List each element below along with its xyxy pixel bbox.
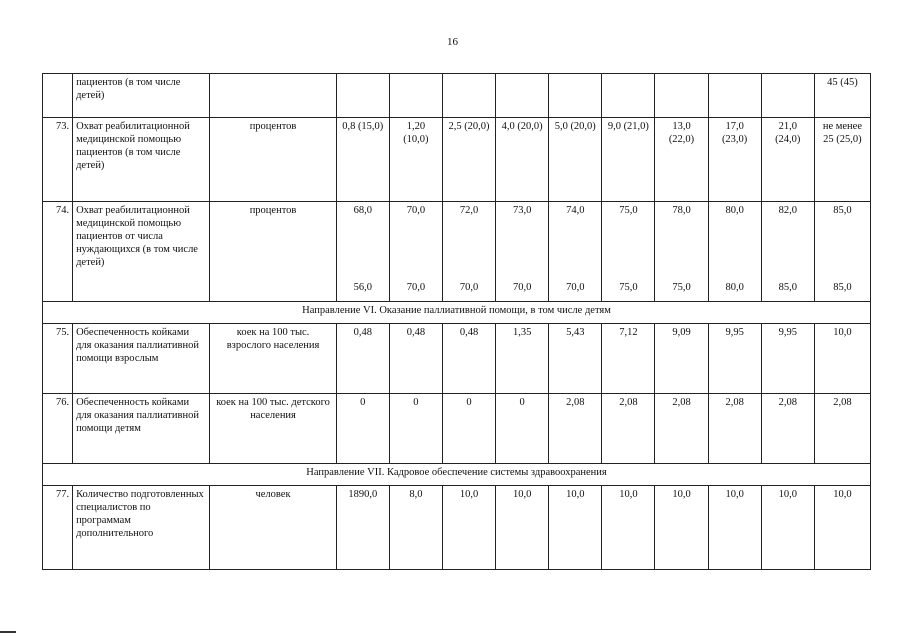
unit-of-measure: коек на 100 тыс. детского населения bbox=[210, 394, 336, 464]
value-cell: 9,09 bbox=[655, 324, 708, 394]
value-cell: 10,0 bbox=[549, 486, 602, 570]
row-number: 77. bbox=[43, 486, 73, 570]
page-number: 16 bbox=[447, 36, 458, 48]
value-cell: 1,20 (10,0) bbox=[389, 118, 442, 202]
table-row bbox=[43, 74, 871, 118]
value-actual: 70,0 bbox=[512, 282, 532, 293]
value-target: 74,0 bbox=[566, 205, 585, 216]
value-cell: 0 bbox=[389, 394, 442, 464]
value-cell: 9,95 bbox=[761, 324, 814, 394]
value-cell: не менее 25 (25,0) bbox=[814, 118, 870, 202]
value-cell: 1890,0 bbox=[336, 486, 389, 570]
value-cell: 5,0 (20,0) bbox=[549, 118, 602, 202]
table-row bbox=[43, 394, 871, 464]
value-cell bbox=[602, 74, 655, 118]
row-number: 74. bbox=[43, 202, 73, 302]
value-target: 70,0 bbox=[406, 205, 426, 216]
value-target: 73,0 bbox=[512, 205, 532, 216]
indicator-name: Охват реабилитационной медицинской помощью пациентов от числа нуждающихся (в том числе детей) bbox=[73, 202, 210, 302]
value-cell bbox=[655, 74, 708, 118]
table-row bbox=[43, 118, 871, 202]
section-title: Направление VII. Кадровое обеспечение системы здравоохранения bbox=[43, 464, 871, 486]
value-cell: 10,0 bbox=[814, 324, 870, 394]
value-cell bbox=[336, 74, 389, 118]
value-cell bbox=[389, 202, 442, 302]
value-cell bbox=[549, 74, 602, 118]
value-cell bbox=[496, 74, 549, 118]
section-header-row bbox=[43, 302, 871, 324]
value-cell: 2,08 bbox=[655, 394, 708, 464]
value-cell: 17,0 (23,0) bbox=[708, 118, 761, 202]
value-actual: 85,0 bbox=[778, 282, 797, 293]
unit-of-measure: коек на 100 тыс. взрослого населения bbox=[210, 324, 336, 394]
value-target: 78,0 bbox=[672, 205, 691, 216]
indicator-name: Количество подготовленных специалистов по программам дополнительного bbox=[73, 486, 210, 570]
value-actual: 80,0 bbox=[725, 282, 744, 293]
value-cell: 0,48 bbox=[336, 324, 389, 394]
value-actual: 70,0 bbox=[406, 282, 426, 293]
row-number: 75. bbox=[43, 324, 73, 394]
value-target: 85,0 bbox=[833, 205, 852, 216]
indicators-table bbox=[42, 73, 871, 570]
value-cell: 2,08 bbox=[761, 394, 814, 464]
unit-of-measure bbox=[210, 74, 336, 118]
value-cell: 9,95 bbox=[708, 324, 761, 394]
value-cell: 0 bbox=[496, 394, 549, 464]
value-target: 75,0 bbox=[619, 205, 638, 216]
indicator-name: пациентов (в том числе детей) bbox=[73, 74, 210, 118]
value-cell: 4,0 (20,0) bbox=[496, 118, 549, 202]
value-cell: 0,48 bbox=[442, 324, 495, 394]
value-cell: 9,0 (21,0) bbox=[602, 118, 655, 202]
value-cell: 0 bbox=[336, 394, 389, 464]
value-actual: 56,0 bbox=[353, 282, 372, 293]
value-cell bbox=[336, 202, 389, 302]
value-cell bbox=[814, 202, 870, 302]
value-cell: 7,12 bbox=[602, 324, 655, 394]
value-cell: 21,0 (24,0) bbox=[761, 118, 814, 202]
value-cell: 10,0 bbox=[496, 486, 549, 570]
indicator-name: Охват реабилитационной медицинской помощью пациентов (в том числе детей) bbox=[73, 118, 210, 202]
value-cell: 13,0 (22,0) bbox=[655, 118, 708, 202]
value-cell: 10,0 bbox=[761, 486, 814, 570]
value-cell bbox=[602, 202, 655, 302]
value-actual: 85,0 bbox=[833, 282, 852, 293]
value-actual: 70,0 bbox=[459, 282, 479, 293]
value-cell bbox=[761, 74, 814, 118]
value-cell: 2,08 bbox=[814, 394, 870, 464]
value-cell: 10,0 bbox=[708, 486, 761, 570]
value-cell bbox=[389, 74, 442, 118]
value-cell bbox=[708, 74, 761, 118]
row-number: 76. bbox=[43, 394, 73, 464]
scan-mark bbox=[0, 631, 16, 633]
row-number bbox=[43, 74, 73, 118]
value-target: 80,0 bbox=[725, 205, 744, 216]
value-cell: 5,43 bbox=[549, 324, 602, 394]
value-cell: 2,08 bbox=[602, 394, 655, 464]
value-cell: 10,0 bbox=[602, 486, 655, 570]
value-actual: 75,0 bbox=[619, 282, 638, 293]
row-number: 73. bbox=[43, 118, 73, 202]
unit-of-measure: человек bbox=[210, 486, 336, 570]
table-row bbox=[43, 324, 871, 394]
indicator-name: Обеспеченность койками для оказания паллиативной помощи детям bbox=[73, 394, 210, 464]
value-cell: 0 bbox=[442, 394, 495, 464]
value-cell: 0,8 (15,0) bbox=[336, 118, 389, 202]
value-target: 68,0 bbox=[353, 205, 372, 216]
section-header-row bbox=[43, 464, 871, 486]
table-row bbox=[43, 486, 871, 570]
value-cell: 2,08 bbox=[549, 394, 602, 464]
value-cell: 8,0 bbox=[389, 486, 442, 570]
value-cell bbox=[708, 202, 761, 302]
table-row bbox=[43, 202, 871, 302]
value-actual: 75,0 bbox=[672, 282, 691, 293]
value-cell: 10,0 bbox=[655, 486, 708, 570]
value-cell bbox=[496, 202, 549, 302]
value-cell: 2,08 bbox=[708, 394, 761, 464]
indicator-name: Обеспеченность койками для оказания паллиативной помощи взрослым bbox=[73, 324, 210, 394]
value-cell: 2,5 (20,0) bbox=[442, 118, 495, 202]
value-cell: 0,48 bbox=[389, 324, 442, 394]
value-target: 82,0 bbox=[778, 205, 797, 216]
value-cell bbox=[442, 74, 495, 118]
value-cell: 1,35 bbox=[496, 324, 549, 394]
value-cell: 10,0 bbox=[442, 486, 495, 570]
unit-of-measure: процентов bbox=[210, 202, 336, 302]
section-title: Направление VI. Оказание паллиативной помощи, в том числе детям bbox=[43, 302, 871, 324]
value-cell: 45 (45) bbox=[814, 74, 870, 118]
value-cell bbox=[655, 202, 708, 302]
value-cell bbox=[442, 202, 495, 302]
value-target: 72,0 bbox=[459, 205, 479, 216]
value-cell bbox=[549, 202, 602, 302]
value-actual: 70,0 bbox=[566, 282, 585, 293]
value-cell bbox=[761, 202, 814, 302]
value-cell: 10,0 bbox=[814, 486, 870, 570]
unit-of-measure: процентов bbox=[210, 118, 336, 202]
